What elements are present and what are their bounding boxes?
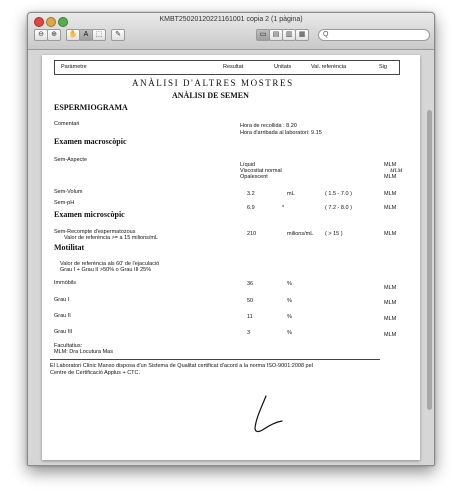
recompte-value: 210: [247, 231, 257, 237]
motil-note-2: Grau I + Grau II >50% o Grau III 25%: [60, 267, 152, 273]
aspecte-label: Sem-Aspecte: [54, 157, 88, 163]
row-unit-grau1: %: [287, 298, 292, 304]
report-title: ANÀLISI D'ALTRES MOSTRES: [132, 78, 294, 88]
preview-window: [27, 12, 435, 466]
aspecte-value-2: Viscositat normal: [240, 168, 282, 174]
row-sig-grau2: MLM: [384, 316, 397, 322]
header-sig: Sig: [379, 64, 387, 70]
row-label-grau3: Grau III: [54, 329, 73, 335]
row-sig-immobils: MLM: [384, 285, 397, 291]
ph-value: 6.9: [247, 205, 255, 211]
text-select-button[interactable]: A: [79, 29, 93, 41]
row-sig-grau1: MLM: [384, 300, 397, 306]
motil-note-1: Valor de referència als 60' de l'ejaculació: [60, 261, 160, 267]
hora-arribada: Hora d'arribada al laboratori: 9.15: [240, 130, 322, 136]
facultatius-label: Facultatius:: [54, 343, 83, 349]
aspecte-sig-3: MLM: [384, 174, 397, 180]
view-toc-button[interactable]: ▥: [282, 29, 296, 41]
ph-flag: *: [282, 205, 285, 211]
aspecte-value-3: Opalescent: [240, 174, 268, 180]
table-header: [54, 60, 400, 75]
footer-line-2: Centre de Certificació Applus + CTC.: [50, 370, 141, 376]
footer-rule: [50, 359, 380, 360]
row-label-grau1: Grau I: [54, 297, 70, 303]
volum-unit: mL: [287, 191, 295, 197]
header-parametre: Paràmetre: [61, 64, 87, 70]
row-unit-immobils: %: [287, 281, 292, 287]
comentari-label: Comentari: [54, 121, 80, 127]
view-thumbnails-button[interactable]: ▤: [269, 29, 283, 41]
document-page: [42, 55, 420, 460]
title-bar[interactable]: [28, 13, 434, 50]
aspecte-sig-1: MLM: [384, 162, 397, 168]
footer-line-1: El Laboratori Clínic Manso disposa d'un Sistema de Qualitat certificat d'acord a la norma ISO-9001:2008 pel: [50, 363, 313, 369]
view-contact-button[interactable]: ▦: [295, 29, 309, 41]
handwritten-signature: [252, 392, 302, 437]
facultatius-name: MLM: Dra Locutura Mas: [54, 349, 113, 355]
hand-tool-button[interactable]: ✋: [66, 29, 80, 41]
section-motilitat: Motilitat: [54, 243, 85, 252]
section-microscopic: Examen microscòpic: [54, 210, 125, 219]
row-label-grau2: Grau II: [54, 313, 71, 319]
volum-ref: ( 1.5 - 7.0 ): [325, 191, 352, 197]
search-icon: Q: [323, 31, 329, 38]
row-value-grau2: 11: [247, 314, 253, 320]
window-title: KMBT25020120221161001 copia 2 (1 pàgina): [159, 16, 303, 23]
hora-recollida: Hora de recollida : 8.20: [240, 123, 297, 129]
zoom-out-button[interactable]: ⊖: [34, 29, 48, 41]
header-unitats: Unitats: [274, 64, 292, 70]
row-unit-grau3: %: [287, 330, 292, 336]
search-field[interactable]: [318, 29, 430, 41]
row-value-grau1: 50: [247, 298, 254, 304]
row-unit-grau2: %: [287, 314, 292, 320]
volum-label: Sem-Volum: [54, 189, 83, 195]
recompte-sig: MLM: [384, 231, 397, 237]
ph-ref: ( 7.2 - 8.0 ): [325, 205, 352, 211]
header-resultat: Resultat: [223, 64, 244, 70]
document-area[interactable]: [28, 50, 434, 465]
recompte-unit: milions/mL: [287, 231, 314, 237]
ph-sig: MLM: [384, 205, 397, 211]
report-subtitle: ANÀLISI DE SEMEN: [172, 91, 249, 100]
view-single-button[interactable]: ▭: [256, 29, 270, 41]
volum-sig: MLM: [384, 191, 397, 197]
section-macroscopic: Examen macroscòpic: [54, 137, 127, 146]
volum-value: 3.2: [247, 191, 255, 197]
vertical-scrollbar[interactable]: [427, 110, 432, 410]
ph-label: Sem-pH: [54, 200, 75, 206]
recompte-label: Sem-Recompte d'espermatozous: [54, 229, 136, 235]
recompte-ref: ( > 15 ): [325, 231, 343, 237]
section-espermiograma: ESPERMIOGRAMA: [54, 103, 128, 112]
row-value-immobils: 36: [247, 281, 254, 287]
aspecte-sig-2: MLM: [390, 168, 403, 174]
header-valref: Val. referència: [311, 64, 347, 70]
annotate-button[interactable]: ✎: [111, 29, 125, 41]
rect-select-button[interactable]: ⬚: [92, 29, 106, 41]
aspecte-value-1: Líquid: [240, 162, 255, 168]
row-sig-grau3: MLM: [384, 332, 397, 338]
zoom-in-button[interactable]: ⊕: [47, 29, 61, 41]
recompte-ref-note: Valor de referència >= a 15 milions/mL: [64, 235, 159, 241]
row-value-grau3: 3: [247, 330, 251, 336]
row-label-immobils: Immòbils: [54, 280, 77, 286]
